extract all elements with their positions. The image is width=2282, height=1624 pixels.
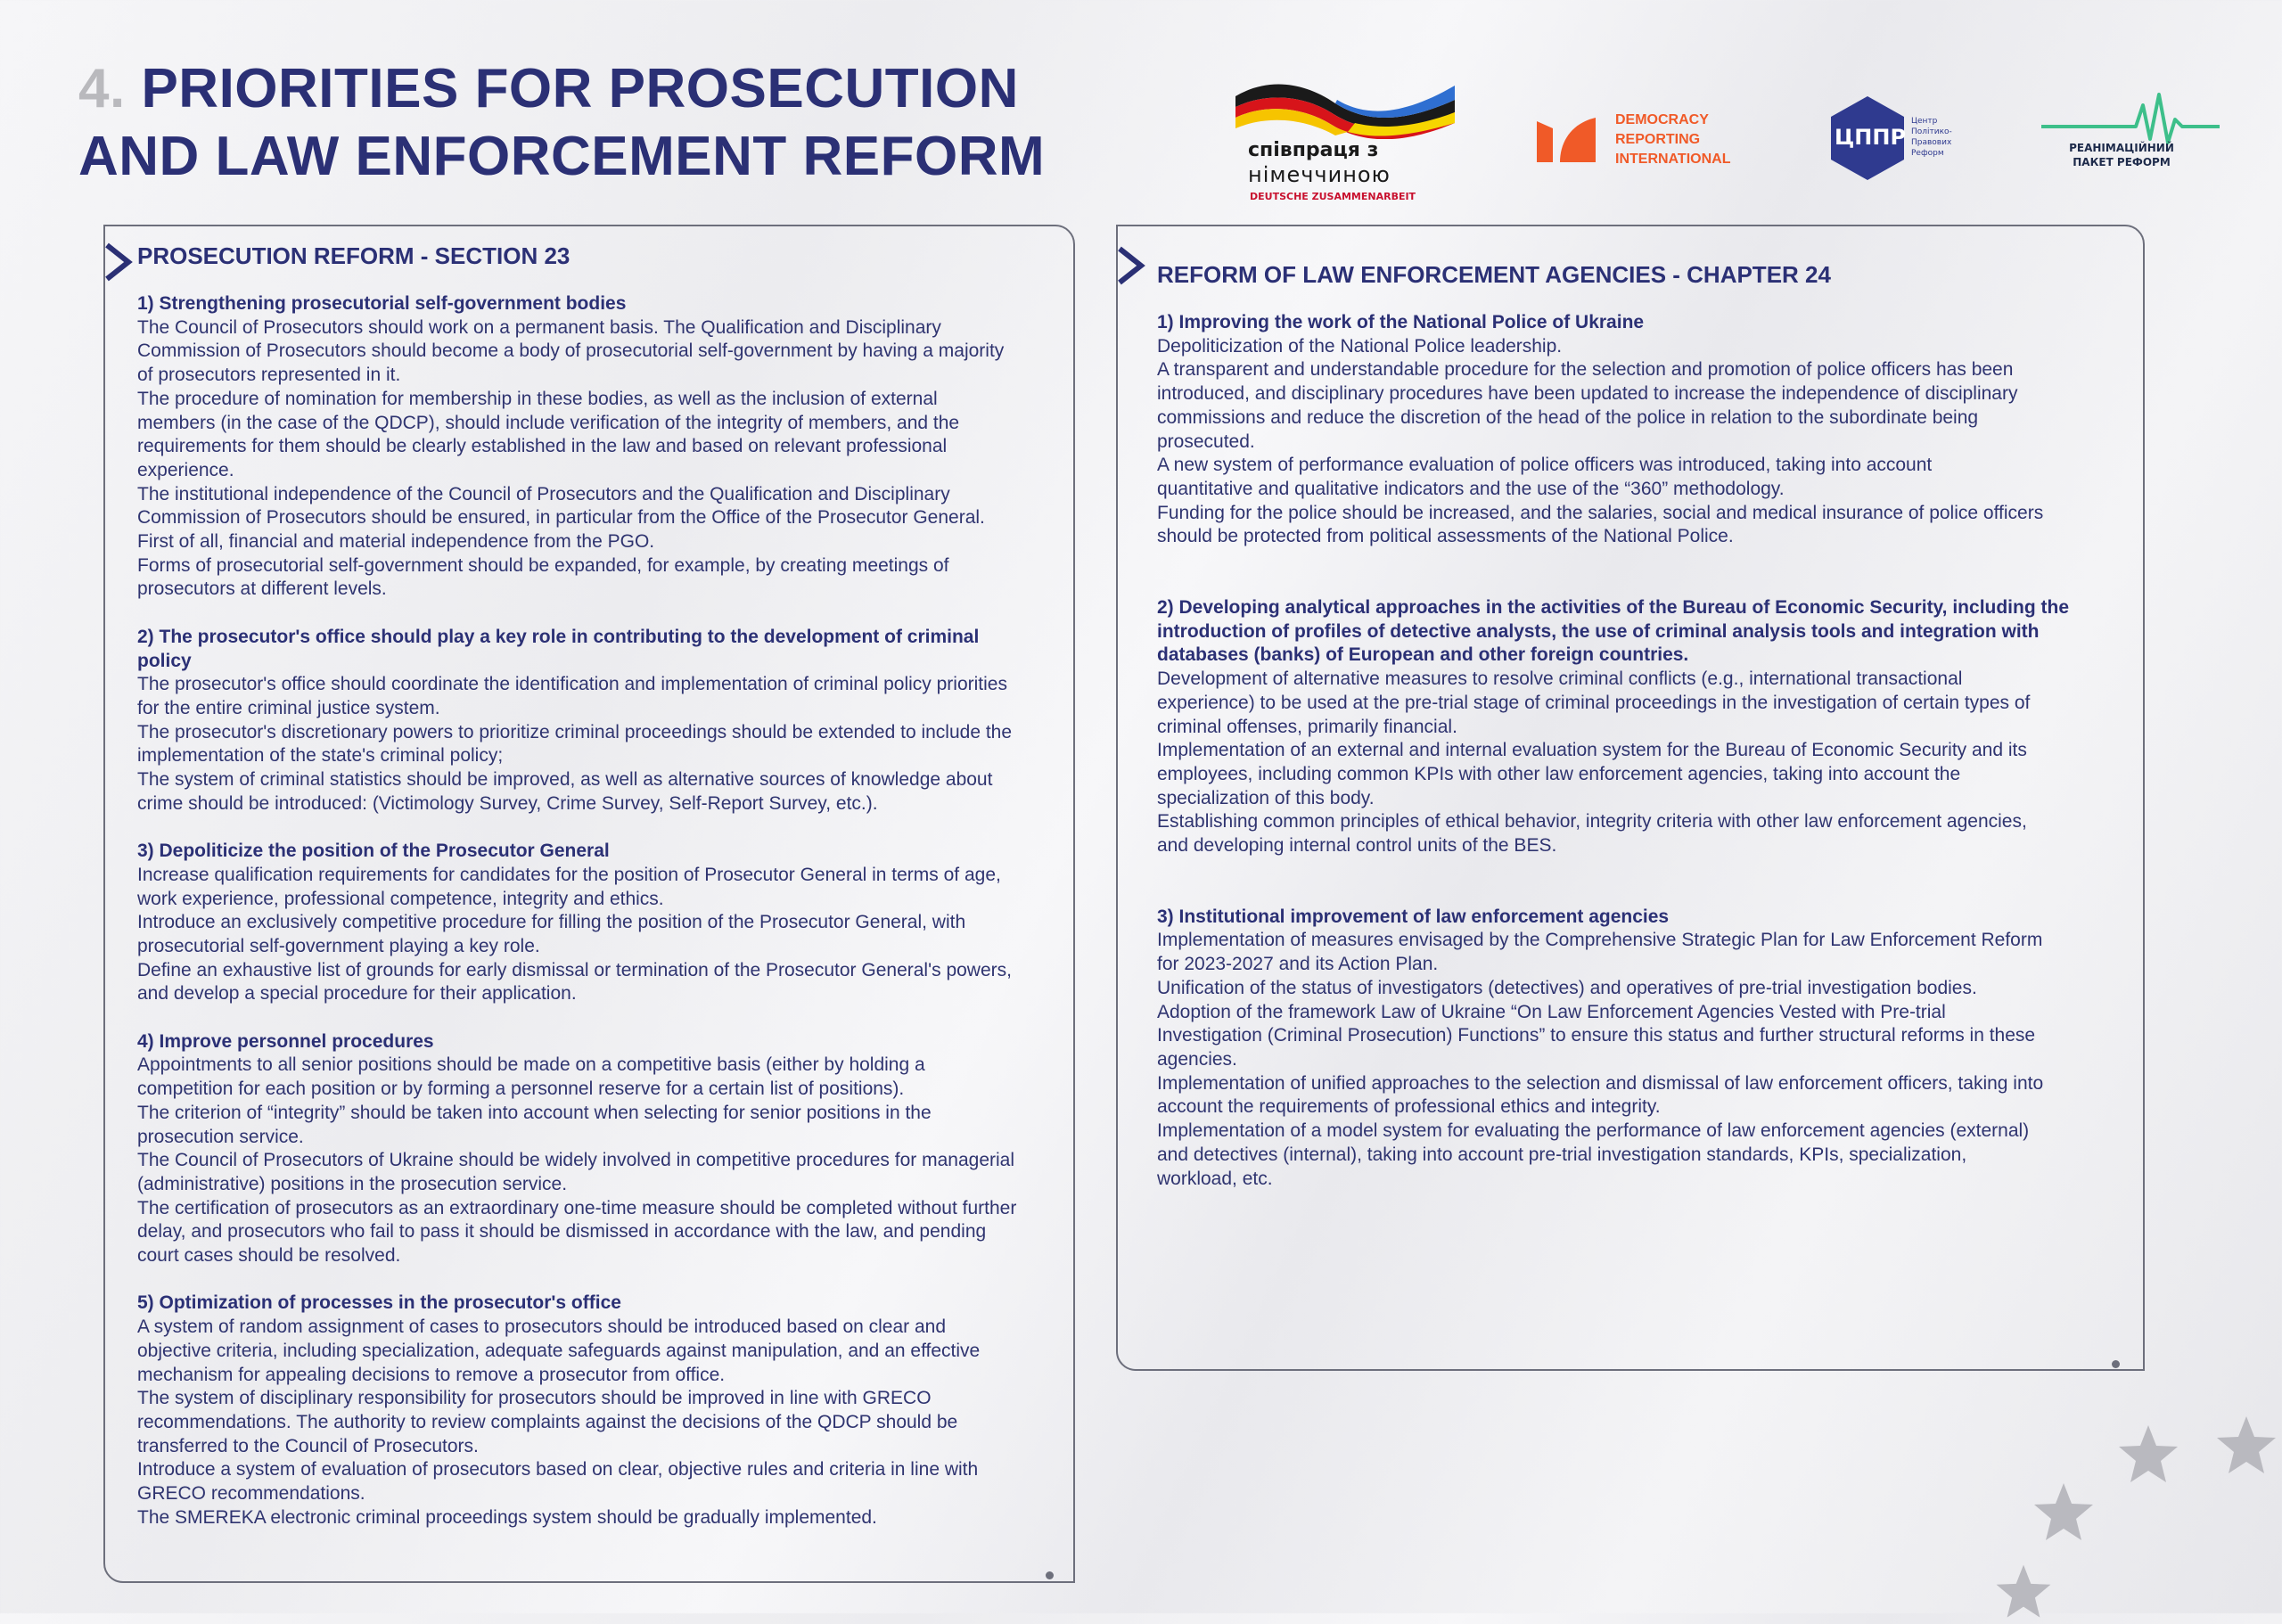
- item-heading: 3) Depoliticize the position of the Prosecutor General: [137, 841, 610, 862]
- item-line: Define an exhaustive list of grounds for early dismissal or termination of the Prosecutor General's powers,: [137, 959, 1012, 980]
- item-line: The prosecutor's office should coordinate the identification and implementation of criminal policy priorities: [137, 674, 1007, 695]
- cppr-text-4: Реформ: [1911, 149, 1944, 158]
- item-line: delay, and prosecutors who fail to pass it should be dismissed in accordance with the law, and pending: [137, 1221, 987, 1243]
- item-line: Commission of Prosecutors should become a body of prosecutorial self-government by having a majority: [137, 340, 1005, 362]
- item-heading: 1) Strengthening prosecutorial self-government bodies: [137, 293, 627, 314]
- giz-text-1: співпраця з: [1248, 139, 1379, 161]
- item-line: introduced, and disciplinary procedures have been updated to increase the independence of disciplinary: [1157, 383, 2018, 405]
- item-line: and developing internal control units of the BES.: [1157, 835, 1557, 857]
- partner-logos: [1230, 77, 2229, 210]
- item-line: court cases should be resolved.: [137, 1245, 401, 1267]
- item-line: specialization of this body.: [1157, 787, 1375, 808]
- panel-corner-dot: [2112, 1360, 2120, 1368]
- item-line: Investigation (Criminal Prosecution) Functions” to ensure this status and further structural reforms in these: [1157, 1025, 2036, 1046]
- item-line: Establishing common principles of ethical behavior, integrity criteria with other law enforcement agencies,: [1157, 811, 2027, 833]
- item-line: prosecution service.: [137, 1126, 304, 1147]
- logo-german-cooperation: [1230, 77, 1462, 210]
- item-line: members (in the case of the QDCP), should include verification of the integrity of members, and the: [137, 412, 960, 433]
- item-line: The SMEREKA electronic criminal proceedings system should be gradually implemented.: [137, 1506, 877, 1528]
- item-line: Introduce an exclusively competitive procedure for filling the position of the Prosecutor General, with: [137, 912, 966, 933]
- item-heading: 2) The prosecutor's office should play a key role in contributing to the development of criminal policy: [137, 626, 980, 671]
- item-line: Implementation of a model system for evaluating the performance of law enforcement agencies (external): [1157, 1120, 2030, 1142]
- title-line-2: AND LAW ENFORCEMENT REFORM: [78, 126, 1046, 187]
- item-line: The Council of Prosecutors should work on a permanent basis. The Qualification and Disciplinary: [137, 316, 941, 338]
- cppr-text-3: Правових: [1911, 138, 1952, 147]
- cppr-text-1: Центр: [1911, 117, 1938, 126]
- page-title: [78, 55, 1045, 191]
- item-line: criminal offenses, primarily financial.: [1157, 716, 1457, 737]
- title-line-1: PRIORITIES FOR PROSECUTION: [141, 58, 1019, 119]
- right-item-3: [1157, 906, 2120, 1191]
- rpr-text-2: ПАКЕТ РЕФОРМ: [2073, 156, 2171, 168]
- dri-text-2: REPORTING: [1615, 132, 1701, 147]
- item-line: The criterion of “integrity” should be taken into account when selecting for senior positions in the: [137, 1102, 932, 1123]
- item-line: Funding for the police should be increased, and the salaries, social and medical insurance of police officers: [1157, 502, 2044, 523]
- right-item-1: [1157, 311, 2120, 549]
- item-line: Commission of Prosecutors should be ensured, in particular from the Office of the Prosecutor General.: [137, 507, 985, 529]
- item-line: and detectives (internal), taking into account pre-trial investigation standards, KPIs, specialization,: [1157, 1144, 1967, 1165]
- dri-text-3: INTERNATIONAL: [1615, 152, 1731, 167]
- dri-text-1: DEMOCRACY: [1615, 112, 1709, 127]
- right-item-2: [1157, 596, 2120, 858]
- chevron-right-icon: [1116, 245, 1146, 286]
- left-content: [137, 292, 1073, 1554]
- item-line: The system of criminal statistics should be improved, as well as alternative sources of knowledge about: [137, 769, 993, 791]
- item-line: The system of disciplinary responsibility for prosecutors should be improved in line with GRECO: [137, 1388, 932, 1409]
- item-line: Depoliticization of the National Police leadership.: [1157, 335, 1563, 357]
- item-line: (administrative) positions in the prosecution service.: [137, 1173, 568, 1194]
- item-line: requirements for them should be clearly established in the law and based on relevant professional: [137, 436, 948, 457]
- item-line: The certification of prosecutors as an extraordinary one-time measure should be completed without further: [137, 1197, 1017, 1218]
- item-heading: 5) Optimization of processes in the prosecutor's office: [137, 1292, 621, 1314]
- item-heading: 4) Improve personnel procedures: [137, 1030, 434, 1052]
- item-line: prosecutors at different levels.: [137, 578, 387, 600]
- left-section-title: PROSECUTION REFORM - SECTION 23: [137, 242, 570, 269]
- item-line: Increase qualification requirements for candidates for the position of Prosecutor General in terms of age,: [137, 864, 1001, 885]
- left-item-2: [137, 626, 1073, 816]
- item-line: The institutional independence of the Council of Prosecutors and the Qualification and Disciplinary: [137, 483, 950, 504]
- star-icon: [2030, 1480, 2097, 1547]
- item-heading: 2) Developing analytical approaches in the activities of the Bureau of Economic Security, including the introduction of profiles of detective analysts, the use of criminal analysis tools and integration with databases (banks) of European and other foreign countries.: [1157, 597, 2070, 666]
- item-line: of prosecutors represented in it.: [137, 365, 401, 386]
- item-line: agencies.: [1157, 1048, 1237, 1070]
- item-line: Implementation of measures envisaged by the Comprehensive Strategic Plan for Law Enforcement Reform: [1157, 930, 2043, 951]
- logo-dri: [1533, 111, 1765, 173]
- item-line: First of all, financial and material independence from the PGO.: [137, 531, 655, 553]
- item-line: recommendations. The authority to review complaints against the decisions of the QDCP should be: [137, 1411, 958, 1432]
- item-line: quantitative and qualitative indicators and the use of the “360” methodology.: [1157, 478, 1785, 499]
- item-line: Introduce a system of evaluation of prosecutors based on clear, objective rules and criteria in line with: [137, 1459, 979, 1480]
- left-item-5: [137, 1292, 1073, 1530]
- right-section-title: REFORM OF LAW ENFORCEMENT AGENCIES - CHAPTER 24: [1157, 261, 1831, 288]
- item-line: A new system of performance evaluation of police officers was introduced, taking into account: [1157, 455, 1933, 476]
- flags-wave-icon: [1230, 77, 1462, 139]
- page-number: 4.: [78, 58, 126, 119]
- item-line: Implementation of an external and internal evaluation system for the Bureau of Economic Security and its: [1157, 740, 2027, 761]
- item-line: experience) to be used at the pre-trial stage of criminal proceedings in the investigation of certain types of: [1157, 692, 2031, 713]
- item-line: Adoption of the framework Law of Ukraine “On Law Enforcement Agencies Vested with Pre-trial: [1157, 1001, 1946, 1022]
- left-item-1: [137, 292, 1073, 602]
- item-heading: 1) Improving the work of the National Police of Ukraine: [1157, 312, 1645, 332]
- giz-text-2: німеччиною: [1248, 162, 1391, 187]
- item-line: experience.: [137, 459, 234, 480]
- item-line: prosecutorial self-government playing a key role.: [137, 935, 540, 956]
- item-line: employees, including common KPIs with other law enforcement agencies, taking into account the: [1157, 763, 1961, 784]
- item-line: workload, etc.: [1157, 1168, 1273, 1189]
- star-icon: [1992, 1562, 2055, 1624]
- chevron-right-icon: [103, 242, 134, 283]
- item-line: and develop a special procedure for their application.: [137, 983, 577, 1005]
- heartbeat-icon: [2041, 93, 2220, 146]
- giz-text-3: DEUTSCHE ZUSAMMENARBEIT: [1250, 191, 1416, 202]
- item-line: account the requirements of professional ethics and integrity.: [1157, 1096, 1661, 1118]
- item-line: transferred to the Council of Prosecutors.: [137, 1435, 479, 1456]
- item-line: for the entire criminal justice system.: [137, 697, 440, 718]
- item-line: implementation of the state's criminal policy;: [137, 745, 504, 767]
- item-line: for 2023-2027 and its Action Plan.: [1157, 954, 1439, 975]
- item-line: should be protected from political assessments of the National Police.: [1157, 526, 1734, 547]
- item-line: The Council of Prosecutors of Ukraine should be widely involved in competitive procedures for managerial: [137, 1150, 1014, 1171]
- item-line: The prosecutor's discretionary powers to prioritize criminal proceedings should be extended to include the: [137, 721, 1013, 742]
- item-line: commissions and reduce the discretion of the head of the police in relation to the subordinate being: [1157, 406, 1979, 428]
- dri-mark-icon: [1533, 114, 1601, 168]
- rpr-text-1: РЕАНІМАЦІЙНИЙ: [2069, 142, 2174, 154]
- right-content: [1157, 311, 2120, 1215]
- logo-rpr: [2041, 93, 2220, 182]
- item-line: Unification of the status of investigators (detectives) and operatives of pre-trial investigation bodies.: [1157, 977, 1977, 998]
- item-heading: 3) Institutional improvement of law enforcement agencies: [1157, 906, 1670, 927]
- item-line: mechanism for appealing decisions to remove a prosecutor from office.: [137, 1364, 726, 1385]
- cppr-text-2: Політико-: [1911, 127, 1952, 136]
- item-line: Implementation of unified approaches to the selection and dismissal of law enforcement officers, taking into: [1157, 1072, 2044, 1094]
- item-line: GRECO recommendations.: [137, 1483, 365, 1505]
- panel-corner-dot: [1046, 1571, 1054, 1579]
- left-item-3: [137, 840, 1073, 1006]
- item-line: crime should be introduced: (Victimology Survey, Crime Survey, Self-Report Survey, etc.).: [137, 792, 878, 814]
- star-icon: [2212, 1413, 2280, 1480]
- item-line: The procedure of nomination for membership in these bodies, as well as the inclusion of external: [137, 388, 938, 409]
- logo-cppr: [1829, 94, 1981, 184]
- item-line: Forms of prosecutorial self-government should be expanded, for example, by creating meetings of: [137, 554, 949, 576]
- item-line: prosecuted.: [1157, 431, 1255, 452]
- panel-divider: [1073, 1337, 1075, 1579]
- item-line: A system of random assignment of cases to prosecutors should be introduced based on clear and: [137, 1316, 947, 1338]
- item-line: A transparent and understandable procedure for the selection and promotion of police officers has been: [1157, 359, 2014, 381]
- item-line: objective criteria, including specialization, adequate safeguards against manipulation, and an effective: [137, 1340, 981, 1361]
- left-item-4: [137, 1030, 1073, 1268]
- item-line: competition for each position or by forming a personnel reserve for a certain list of positions).: [137, 1079, 905, 1100]
- item-line: work experience, professional competence, integrity and ethics.: [137, 888, 664, 909]
- item-line: Appointments to all senior positions should be made on a competitive basis (either by holding a: [137, 1054, 925, 1076]
- star-icon: [2114, 1422, 2182, 1489]
- cppr-abbr: ЦППР: [1835, 125, 1907, 150]
- item-line: Development of alternative measures to resolve criminal conflicts (e.g., international transactional: [1157, 668, 1963, 690]
